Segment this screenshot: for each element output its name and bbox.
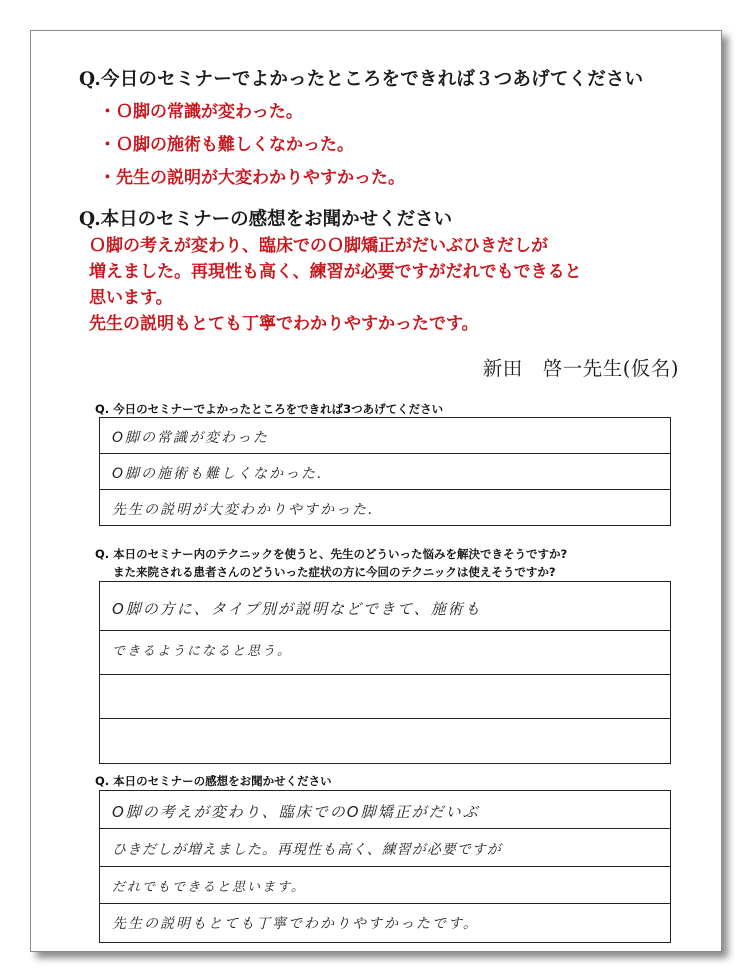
answer-2-line: Ｏ脚の考えが変わり、臨床でのＯ脚矯正がだいぶひきだしが <box>89 236 548 256</box>
scan-question-3: Q. 本日のセミナーの感想をお聞かせください <box>95 774 332 788</box>
testimonial-page <box>30 30 722 952</box>
question-1-heading: Q.今日のセミナーでよかったところをできれば３つあげてください <box>79 69 644 90</box>
question-2-heading: Q.本日のセミナーの感想をお聞かせください <box>79 209 453 230</box>
scanned-questionnaire <box>91 401 681 946</box>
handwritten-answer: だれでもできると思います。 <box>112 880 306 895</box>
answer-2-paragraph <box>89 233 689 337</box>
scan-question-2: Q. 本日のセミナー内のテクニックを使うと、先生のどういった悩みを解決できそうですか? <box>95 547 568 561</box>
scan-answer-box-2 <box>99 581 671 764</box>
scan-answer-box-1 <box>99 417 671 526</box>
ruled-line <box>100 453 670 454</box>
ruled-line <box>100 630 670 631</box>
handwritten-answer: O脚の考えが変わり、臨床でのO脚矯正がだいぶ <box>112 803 480 821</box>
handwritten-answer: 先生の説明もとても丁寧でわかりやすかったです。 <box>112 916 479 932</box>
handwritten-answer: O脚の方に、タイプ別が説明などできて、施術も <box>112 600 482 618</box>
scan-question-2-sub: また来院される患者さんのどういった症状の方に今回のテクニックは使えそうですか? <box>113 565 556 579</box>
handwritten-answer: O脚の施術も難しくなかった. <box>112 466 324 482</box>
ruled-line <box>100 674 670 675</box>
answer-2-line: 思います。 <box>89 288 173 308</box>
scan-question-1: Q. 今日のセミナーでよかったところをできれば3つあげてください <box>95 402 444 416</box>
answer-2-line: 先生の説明もとても丁寧でわかりやすかったです。 <box>89 314 479 334</box>
ruled-line <box>100 718 670 719</box>
answer-2-line: 増えました。再現性も高く、練習が必要ですがだれでもできると <box>89 262 582 282</box>
ruled-line <box>100 903 670 904</box>
handwritten-answer: ひきだしが増えました。再現性も高く、練習が必要ですが <box>112 842 502 858</box>
handwritten-answer: できるようになると思う。 <box>112 644 293 659</box>
answer-1-item: ・Ｏ脚の常識が変わった。 <box>99 102 303 122</box>
signature: 新田 啓一先生(仮名) <box>482 357 679 380</box>
handwritten-answer: O脚の常識が変わった <box>112 430 269 446</box>
answer-1-item: ・Ｏ脚の施術も難しくなかった。 <box>99 135 354 155</box>
answer-1-item: ・先生の説明が大変わかりやすかった。 <box>99 168 405 188</box>
handwritten-answer: 先生の説明が大変わかりやすかった. <box>112 502 375 518</box>
scan-answer-box-3 <box>99 790 671 943</box>
ruled-line <box>100 489 670 490</box>
ruled-line <box>100 828 670 829</box>
ruled-line <box>100 866 670 867</box>
